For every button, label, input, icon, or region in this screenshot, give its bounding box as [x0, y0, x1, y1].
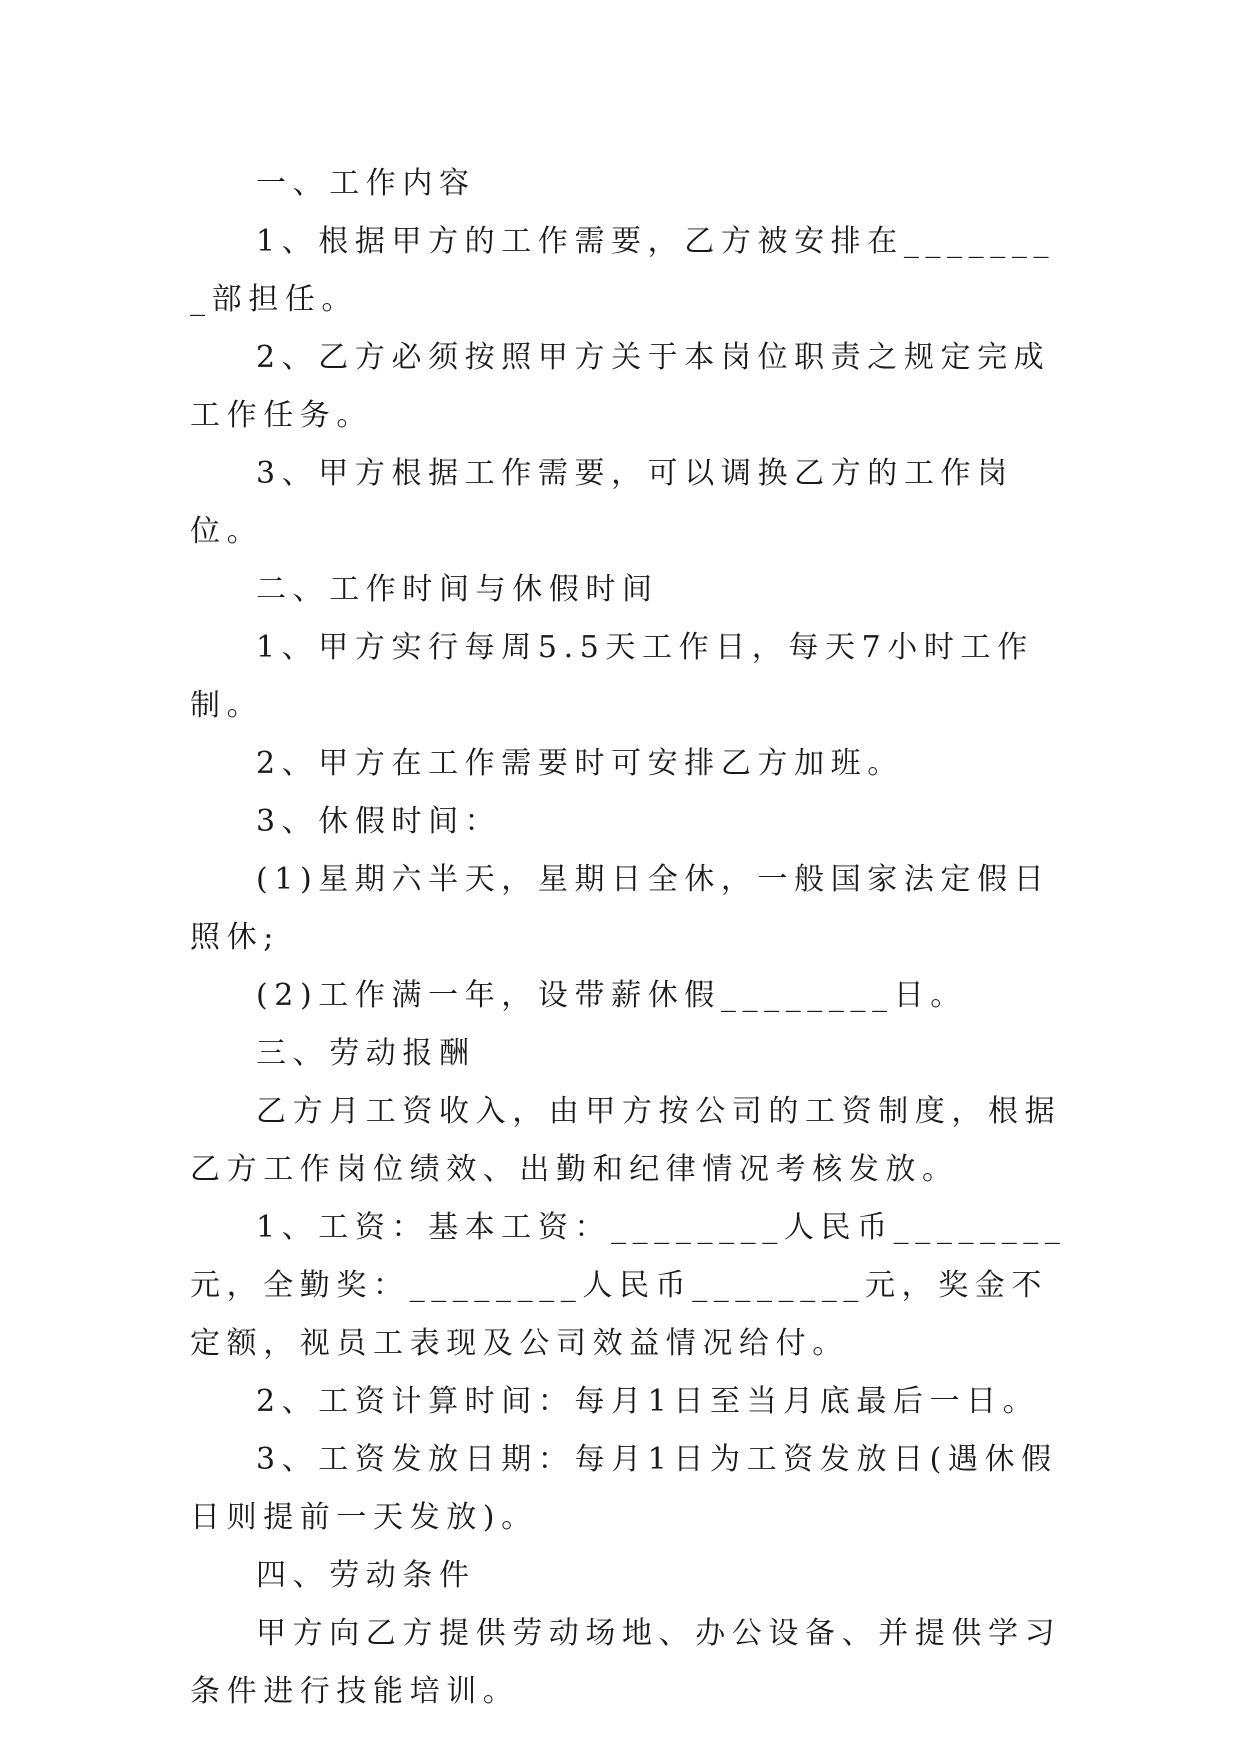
- clause-overtime: 2、甲方在工作需要时可安排乙方加班。: [256, 746, 904, 781]
- clause-department-assignment: 1、根据甲方的工作需要，乙方被安排在________部担任。: [190, 224, 1056, 317]
- clause-work-conditions: 甲方向乙方提供劳动场地、办公设备、并提供学习条件进行技能培训。: [190, 1616, 1062, 1709]
- clause-work-week: 1、甲方实行每周5.5天工作日，每天7小时工作制。: [190, 630, 1034, 723]
- clause-leave-time: 3、休假时间：: [256, 804, 502, 839]
- clause-pay-date: 3、工资发放日期：每月1日为工资发放日(遇休假日则提前一天发放)。: [190, 1442, 1058, 1535]
- section-heading-remuneration: 三、劳动报酬: [256, 1036, 476, 1071]
- section-heading-work-hours: 二、工作时间与休假时间: [256, 572, 659, 607]
- clause-paid-leave: (2)工作满一年，设带薪休假________日。: [256, 978, 967, 1013]
- clause-salary-period: 2、工资计算时间：每月1日至当月底最后一日。: [256, 1384, 1040, 1419]
- section-heading-work-content: 一、工作内容: [256, 166, 476, 201]
- clause-job-duties: 2、乙方必须按照甲方关于本岗位职责之规定完成工作任务。: [190, 340, 1051, 433]
- clause-position-change: 3、甲方根据工作需要，可以调换乙方的工作岗位。: [190, 456, 1014, 549]
- clause-salary-amounts: 1、工资：基本工资：________人民币________元，全勤奖：________人民币________元，奖金不定额，视员工表现及公司效益情况给付。: [190, 1210, 1067, 1361]
- section-heading-work-conditions: 四、劳动条件: [256, 1558, 476, 1593]
- clause-salary-intro: 乙方月工资收入，由甲方按公司的工资制度，根据乙方工作岗位绩效、出勤和纪律情况考核发放。: [190, 1094, 1062, 1187]
- clause-weekend-holidays: (1)星期六半天，星期日全休，一般国家法定假日照休;: [190, 862, 1051, 955]
- document-page: [190, 155, 1070, 1721]
